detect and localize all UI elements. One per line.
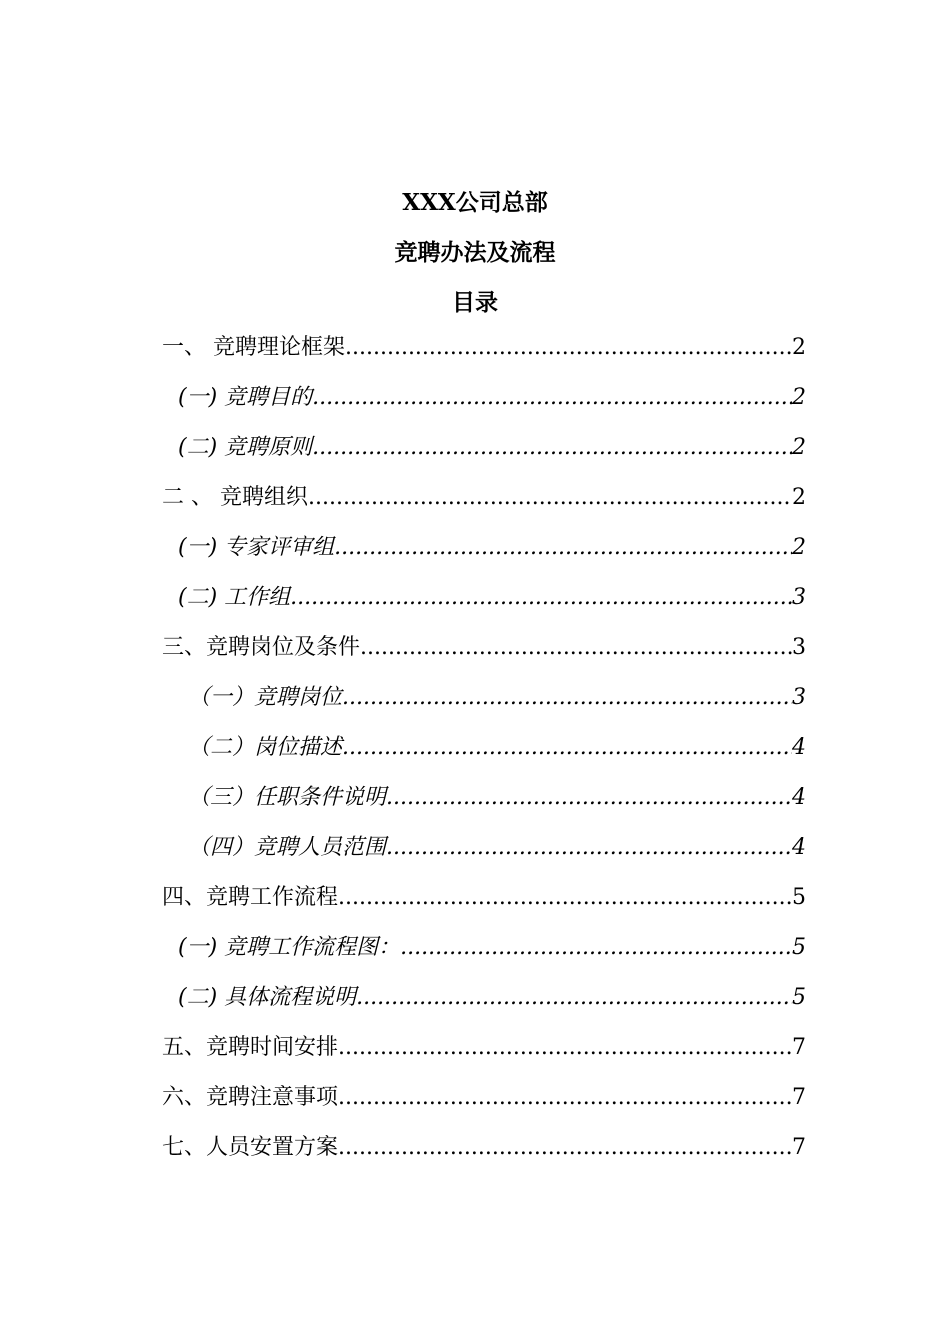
company-title: XXX公司总部: [402, 189, 548, 216]
toc-entry-4-2[interactable]: [162, 973, 806, 1023]
toc-entry-5[interactable]: [162, 1023, 806, 1073]
toc-page-number: 2: [792, 385, 806, 410]
toc-dot-leader: [312, 423, 792, 473]
toc-entry-label: 七、人员安置方案: [162, 1135, 339, 1160]
toc-entry-1[interactable]: [162, 323, 806, 373]
toc-entry-label: （二）岗位描述: [188, 735, 343, 760]
toc-entry-label: (二) 工作组: [178, 585, 291, 610]
toc-entry-label: （四）竞聘人员范围: [188, 835, 387, 860]
toc-entry-label: (一) 竞聘目的: [178, 385, 313, 410]
toc-entry-7[interactable]: [162, 1123, 806, 1173]
toc-dot-leader: [308, 473, 792, 523]
toc-entry-label: (一) 专家评审组: [178, 535, 335, 560]
toc-dot-leader: [386, 773, 792, 823]
toc-page-number: 5: [792, 985, 806, 1010]
toc-entry-label: 四、竞聘工作流程: [162, 885, 339, 910]
toc-page-number: 2: [792, 335, 806, 360]
toc-entry-3-2[interactable]: [162, 723, 806, 773]
toc-entry-label: 六、竞聘注意事项: [162, 1085, 339, 1110]
toc-dot-leader: [342, 723, 792, 773]
document-header: [0, 178, 950, 328]
toc-entry-label: 二 、 竞聘组织: [162, 485, 308, 510]
toc-entry-2-2[interactable]: [162, 573, 806, 623]
toc-dot-leader: [338, 1023, 792, 1073]
toc-dot-leader: [360, 623, 792, 673]
toc-page-number: 2: [792, 535, 806, 560]
toc-entry-2[interactable]: [162, 473, 806, 523]
toc-page-number: 7: [792, 1035, 806, 1060]
toc-page-number: 4: [792, 835, 806, 860]
toc-entry-1-1[interactable]: [162, 373, 806, 423]
toc-page-number: 5: [792, 935, 806, 960]
toc-entry-label: (二) 具体流程说明: [178, 985, 357, 1010]
toc-page-number: 2: [792, 435, 806, 460]
toc-dot-leader: [338, 1073, 792, 1123]
toc-page-number: 7: [792, 1135, 806, 1160]
toc-dot-leader: [312, 373, 792, 423]
toc-entry-label: （一）竞聘岗位: [188, 685, 343, 710]
toc-entry-label: (一) 竞聘工作流程图：: [178, 935, 401, 960]
toc-entry-label: (二) 竞聘原则: [178, 435, 313, 460]
toc-dot-leader: [290, 573, 792, 623]
toc-entry-label: 五、竞聘时间安排: [162, 1035, 339, 1060]
toc-entry-3-3[interactable]: [162, 773, 806, 823]
toc-heading: 目录: [452, 289, 498, 316]
toc-dot-leader: [400, 923, 792, 973]
toc-dot-leader: [345, 323, 792, 373]
toc-page-number: 3: [792, 585, 806, 610]
toc-page-number: 2: [792, 485, 806, 510]
toc-entry-6[interactable]: [162, 1073, 806, 1123]
toc-entry-3[interactable]: [162, 623, 806, 673]
toc-page-number: 3: [792, 635, 806, 660]
toc-entry-4[interactable]: [162, 873, 806, 923]
toc-entry-3-1[interactable]: [162, 673, 806, 723]
toc-page-number: 3: [792, 685, 806, 710]
toc-dot-leader: [342, 673, 792, 723]
toc-dot-leader: [334, 523, 792, 573]
toc-entry-label: （三）任职条件说明: [188, 785, 387, 810]
toc-entry-1-2[interactable]: [162, 423, 806, 473]
document-title: 竞聘办法及流程: [394, 239, 556, 266]
toc-entry-3-4[interactable]: [162, 823, 806, 873]
toc-page-number: 4: [792, 735, 806, 760]
toc-page-number: 5: [792, 885, 806, 910]
toc-dot-leader: [356, 973, 792, 1023]
toc-dot-leader: [338, 1123, 792, 1173]
toc-page-number: 4: [792, 785, 806, 810]
toc-entry-4-1[interactable]: [162, 923, 806, 973]
toc-entry-2-1[interactable]: [162, 523, 806, 573]
toc-entry-label: 一、 竞聘理论框架: [162, 335, 345, 360]
table-of-contents: [162, 323, 806, 1173]
toc-dot-leader: [338, 873, 792, 923]
toc-dot-leader: [386, 823, 792, 873]
toc-page-number: 7: [792, 1085, 806, 1110]
toc-entry-label: 三、竞聘岗位及条件: [162, 635, 361, 660]
